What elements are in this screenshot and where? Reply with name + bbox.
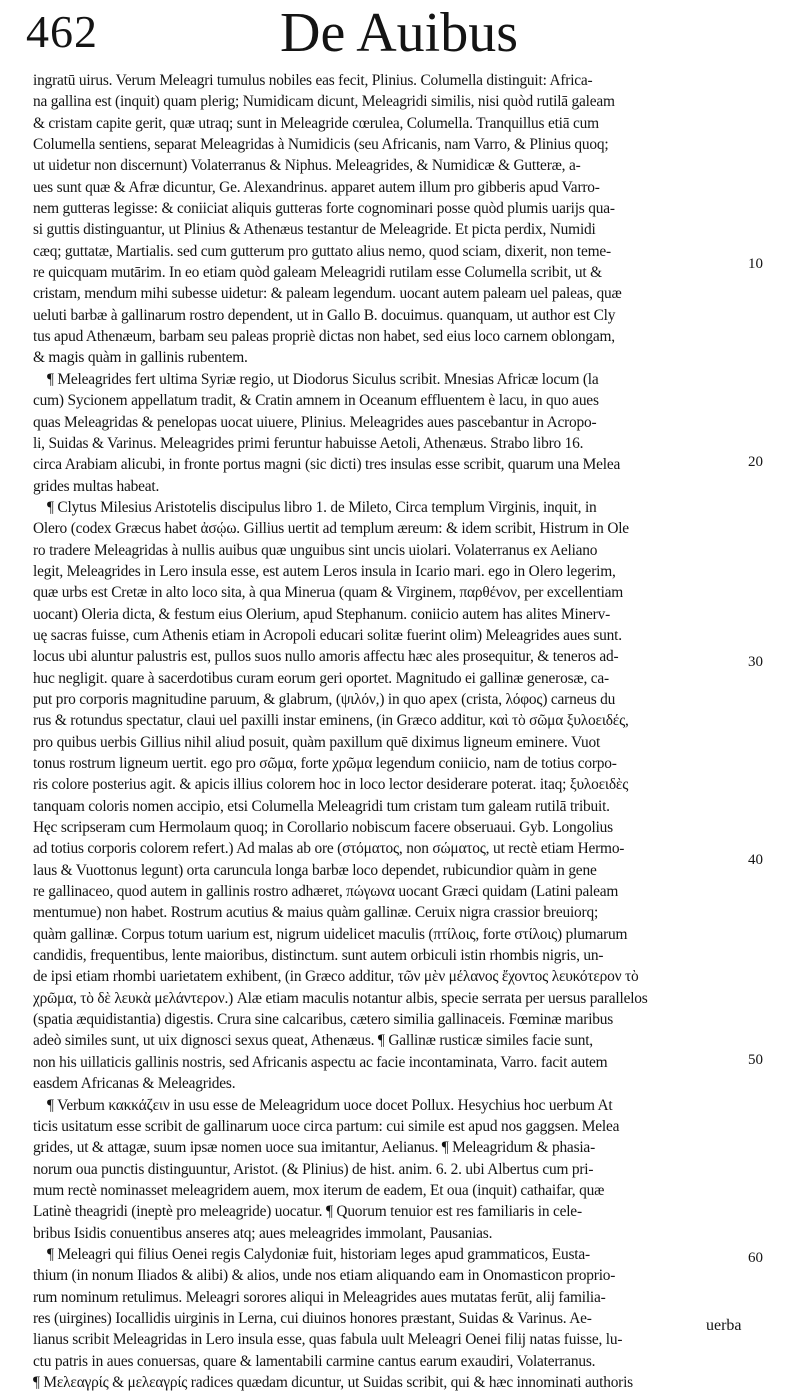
main-text <box>33 70 749 1393</box>
text-line: nem gutteras legisse: & coniiciat aliquis gutteras forte cognominari posse quòd plumis uarijs qua- <box>33 200 615 218</box>
text-line: ut uidetur non discernunt) Volaterranus & Niphus. Meleagrides, & Numidicæ & Gutteræ, a- <box>33 157 581 175</box>
text-line: tanquam coloris nomen accipio, etsi Columella Meleagridi tum cristam tum galeam rutilā tribuit. <box>33 797 610 815</box>
text-line: ¶ Meleagrides fert ultima Syriæ regio, ut Diodorus Siculus scribit. Mnesias Africæ locum (la <box>47 370 599 388</box>
text-line: put pro corporis magnitudine paruum, & glabrum, (ψιλόν,) in quo apex (crista, λόφος) carneus du <box>33 690 616 708</box>
text-line: ¶ Μελεαγρίς & μελεαγρίς radices quædam dicuntur, ut Suidas scribit, qui & hæc innominati authoris <box>33 1373 633 1391</box>
text-line: Olero (codex Græcus habet ἀσῴω. Gillius uertit ad templum æreum: & idem scribit, Histrum in Ole <box>33 520 629 538</box>
text-line: cæq; guttatæ, Martialis. sed cum gutterum pro guttato alius nemo, quod sciam, dixerit, non teme- <box>33 242 611 260</box>
text-line: (spatia æquidistantia) digestis. Crura sine calcaribus, cætero similia gallinaceis. Fœminæ maribus <box>33 1011 614 1029</box>
text-line: Columella sentiens, separat Meleagridas à Numidicis (seu Africanis, nam Varro, & Plinius quoq; <box>33 136 609 154</box>
text-line: huc negligit. quare à sacerdotibus curam eorum geri oportet. Magnitudo ei gallinæ generosæ, ca- <box>33 669 609 687</box>
text-line: locus ubi aluntur palustris est, pullos suos nullo amoris affectu hæc ales prosequitur, & teneros ad- <box>33 648 619 666</box>
text-line: tonus rostrum ligneum uertit. ego pro σῶμα, forte χρῶμα legendum coniicio, nam de totius corpo- <box>33 755 617 772</box>
page-number: 462 <box>26 6 98 57</box>
text-line: lianus scribit Meleagridas in Lero insula esse, quas fabula uult Meleagri Oenei filij natas fuisse, lu- <box>33 1331 623 1349</box>
text-line: si guttis distinguantur, ut Plinius & Athenæus testantur de Meleagride. Et picta perdix, Numidi <box>33 221 596 239</box>
text-line: ingratū uirus. Verum Meleagri tumulus nobiles eas fecit, Plinius. Columella distinguit: Africa- <box>33 72 593 89</box>
text-line: & cristam capite gerit, quæ utraq; sunt in Meleagride cœrulea, Columella. Tranquillus etiā cum <box>33 114 599 132</box>
text-line: ris colore posterius agit. & apicis illius colorem hoc in loco lector desiderare poterat. itaq; ξυλοειδὲς <box>33 776 629 794</box>
catchword: uerba <box>706 1317 742 1334</box>
text-line: legit, Meleagrides in Lero insula esse, est autem Leros insula in Icario mari. ego in Olero legerim, <box>33 562 616 580</box>
text-line: li, Suidas & Varinus. Meleagrides primi feruntur habuisse Aetoli, Athenæus. Strabo libro 16. <box>33 434 584 452</box>
text-line: laus & Vuottonus legunt) orta caruncula longa barbæ loco dependet, rubicundior quàm in gene <box>33 861 597 879</box>
paragraph <box>33 497 749 1095</box>
text-line: circa Arabiam alicubi, in fronte portus magni (sic dicti) tres insulas esse scribit, quarum una Melea <box>33 456 621 474</box>
text-line: Hęc scripseram cum Hermolaum quoq; in Corollario nobiscum facere obseruaui. Gyb. Longolius <box>33 819 613 837</box>
text-line: ues sunt quæ & Afræ dicuntur, Ge. Alexandrinus. apparet autem illum pro gibberis apud Varro- <box>33 178 600 196</box>
line-number-marker: 30 <box>748 654 763 670</box>
text-line: de ipsi etiam rhombi uarietatem exhibent, (in Græco additur, τῶν μὲν μέλανος ἔχοντος λευκότερον τὸ <box>33 968 639 986</box>
text-line: na gallina est (inquit) quam plerig; Numidicam dicunt, Meleagridi similis, nisi quòd rutilā galeam <box>33 93 615 111</box>
text-line: grides multas habeat. <box>33 477 160 495</box>
text-line: res (uirgines) Iocallidis uirginis in Lerna, cui diuinos honores præstant, Suidas & Varinus. Ae- <box>33 1309 592 1327</box>
paragraph <box>33 1095 749 1244</box>
text-line: tus apud Athenæum, barbam seu paleas propriè dictas non habet, sed eius loco carnem oblongam, <box>33 328 615 346</box>
text-line: cum) Sycionem appellatum tradit, & Cratin amnem in Oceanum effluentem è lacu, in quo aues <box>33 392 599 410</box>
text-line: norum oua punctis distinguuntur, Aristot. (& Plinius) de hist. anim. 6. 2. ubi Albertus cum pri- <box>33 1160 594 1178</box>
line-number-marker: 40 <box>748 852 763 868</box>
text-line: ¶ Meleagri qui filius Oenei regis Calydoniæ fuit, historiam leges apud grammaticos, Eusta- <box>47 1245 590 1263</box>
text-line: pro quibus uerbis Gillius nihil aliud posuit, quàm paxillum quē diximus ligneum eminere. Vuot <box>33 733 601 751</box>
text-line: mum rectè nominasset meleagridem auem, mox iterum de eadem, Et oua (inquit) cathaifar, quæ <box>33 1181 605 1199</box>
text-line: grides, ut & attagæ, suum ipsæ nomen uoce sua imitantur, Aelianus. ¶ Meleagridum & phasia- <box>33 1139 595 1157</box>
text-line: rum nominum retulimus. Meleagri sorores aliqui in Meleagrides aues mutatas ferūt, alij familia- <box>33 1288 606 1306</box>
line-number-marker: 20 <box>748 454 763 470</box>
text-line: cristam, mendum mihi subesse uidetur: & paleam legendum. uocant autem paleam uel paleas, quæ <box>33 285 622 303</box>
text-line: & magis quàm in gallinis rubentem. <box>33 349 248 367</box>
text-line: candidis, frequentibus, lente maioribus, distinctum. sunt autem orbiculi istin rhombis nigris, un- <box>33 947 604 965</box>
text-line: rus & rotundus spectatur, claui uel paxilli instar eminens, (in Græco additur, καὶ τὸ σῶμα ξυλοειδές, <box>33 712 629 730</box>
text-line: ueluti barbæ à gallinarum rostro dependent, ut in Gallo B. docuimus. quanquam, ut author est Cly <box>33 306 616 324</box>
text-line: bribus Isidis conuentibus anseres atq; aues meleagrides immolant, Pausanias. <box>33 1224 493 1242</box>
text-line: thium (in nonum Iliados & alibi) & alios, unde nos etiam aliquando eam in Onomasticon proprio- <box>33 1267 616 1285</box>
text-line: ctu patris in aues conuersas, quare & lamentabili carmine cantus earum exaudiri, Volaterranus. <box>33 1352 596 1370</box>
paragraph <box>33 369 749 497</box>
text-line: χρῶμα, τὸ δὲ λευκὰ μελάντερον.) Alæ etiam maculis notantur albis, specie serrata per uersus parallelos <box>33 989 648 1007</box>
text-line: ro tradere Meleagridas à nullis auibus quæ unguibus sint uncis uiolari. Volaterranus ex Aeliano <box>33 541 598 559</box>
text-line: quæ urbs est Cretæ in alto loco sita, à qua Minerua (quam & Virginem, παρθένον, per excellentiam <box>33 584 624 602</box>
text-line: Latinè theagridi (ineptè pro meleagride) uocatur. ¶ Quorum tenuior est res familiaris in cele- <box>33 1203 582 1221</box>
text-line: quàm gallinæ. Corpus totum uarium est, nigrum uidelicet maculis (πτίλοις, forte στίλοις) plumarum <box>33 925 628 943</box>
text-line: ticis usitatum esse scribit de gallinarum uoce circa partum: cui simile est apud nos gaggsen. Melea <box>33 1117 620 1135</box>
text-line: quas Meleagridas & penelopas uocat uiuere, Plinius. Meleagrides aues pascebantur in Acropo- <box>33 413 597 431</box>
text-line: uocant) Oleria dicta, & festum eius Olerium, apud Stephanum. coniicio autem has alites Minerv- <box>33 605 610 623</box>
text-line: uę sacras fuisse, cum Athenis etiam in Acropoli educari solitæ fuerint olim) Meleagrides aues sunt. <box>33 626 622 644</box>
text-line: ¶ Verbum κακκάζειν in usu esse de Meleagridum uoce docet Pollux. Hesychius hoc uerbum At <box>47 1096 613 1114</box>
line-number-marker: 10 <box>748 256 763 272</box>
line-number-marker: 50 <box>748 1052 763 1068</box>
paragraph <box>33 1244 749 1393</box>
text-line: re gallinaceo, quod autem in gallinis rostro adhæret, πώγωνα uocant Græci quidam (Latini paleam <box>33 883 619 901</box>
text-line: non his uillaticis gallinis nostris, sed Africanis aspectu ac facie incontaminata, Varro. facit autem <box>33 1053 608 1071</box>
text-line: ad totius corporis colorem refert.) Ad malas ab ore (στόματος, non σώματος, ut rectè etiam Hermo- <box>33 840 625 858</box>
running-title: De Auibus <box>280 2 518 64</box>
line-number-marker: 60 <box>748 1250 763 1266</box>
text-line: adeò similes sunt, ut uix dignosci sexus queat, Athenæus. ¶ Gallinæ rusticæ similes facie sunt, <box>33 1032 593 1050</box>
text-line: ¶ Clytus Milesius Aristotelis discipulus libro 1. de Mileto, Circa templum Virginis, inquit, in <box>47 498 597 516</box>
text-line: re quicquam mutārim. In eo etiam quòd galeam Meleagridi rutilam esse Columella scribit, ut & <box>33 264 602 282</box>
paragraph <box>33 70 749 369</box>
text-line: easdem Africanas & Meleagrides. <box>33 1075 236 1093</box>
text-line: mentumue) non habet. Rostrum acutius & maius quàm gallinæ. Ceruix nigra crassior breuiorq; <box>33 904 599 922</box>
